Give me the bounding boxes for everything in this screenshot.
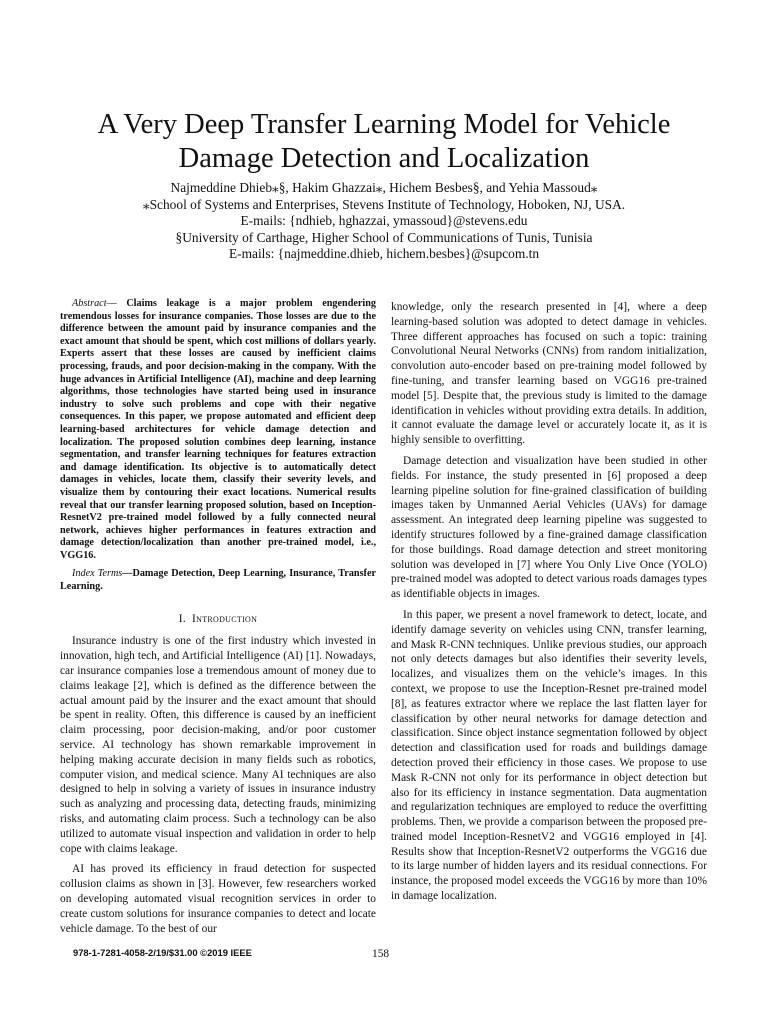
right-column (391, 300, 707, 904)
abstract-label: Abstract (72, 298, 107, 309)
page-number: 158 (372, 948, 390, 960)
section-title: Introduction (192, 612, 258, 625)
index-terms-text: —Damage Detection, Deep Learning, Insurance, Transfer Learning. (60, 568, 376, 593)
emails-stevens: E-mails: {ndhieb, hghazzai, ymassoud}@stevens.edu (240, 213, 528, 228)
abstract-text: Claims leakage is a major problem engendering tremendous losses for insurance companies. Those losses are due to the difference between the amount paid by insurance companies and the exact amount that should be spent, which cost millions of dollars yearly. Experts assert that these losses are caused by inefficient claims processing, frauds, and poor decision-making in the company. With the huge advances in Artificial Intelligence (AI), machine and deep learning algorithms, those technologies have started being used in insurance industry to solve such problems and cope with their negative consequences. In this paper, we propose automated and efficient deep learning-based architectures for vehicle damage detection and localization. The proposed solution combines deep learning, instance segmentation, and transfer learning techniques for features extraction and damage identification. Its objective is to automatically detect damages in vehicles, locate them, classify their severity levels, and visualize them by contouring their exact locations. Numerical results reveal that our transfer learning proposed solution, based on Inception-ResnetV2 pre-trained model followed by a fully connected neural network, achieves higher performances in features extraction and damage detection/localization than another pre-trained model, i.e., VGG16. (60, 298, 377, 561)
title-line-1: A Very Deep Transfer Learning Model for Vehicle (97, 109, 671, 140)
intro-paragraph: AI has proved its efficiency in fraud detection for suspected collusion claims as shown in [3]. However, few researchers worked on developing automated visual recognition services in order to create custom solutions for insurance companies to detect and locate vehicle damage. To the best of our (60, 863, 376, 935)
abstract (60, 298, 376, 562)
abstract-dash: — (106, 298, 117, 309)
section-number: I. (178, 612, 187, 625)
body-paragraph: knowledge, only the research presented in [4], where a deep learning-based solution was adopted to detect damage in vehicles. Three different approaches has focused on such a topic: training Convolutional Neural Networks (CNNs) from random initialization, convolution auto-encoder based on pre-training model followed by fine-tuning, and transfer learning based on VGG16 pre-trained model [5]. Despite that, the previous study is limited to the damage identification in vehicles without providing extra details. In addition, it cannot evaluate the damage level or accurately locate it, as it is highly sensible to overfitting. (391, 301, 707, 447)
emails-supcom: E-mails: {najmeddine.dhieb, hichem.besbes}@supcom.tn (228, 246, 540, 261)
paper-title (40, 108, 728, 176)
index-terms (60, 568, 376, 593)
affiliation-stevens: ⁎School of Systems and Enterprises, Stevens Institute of Technology, Hoboken, NJ, USA. (142, 196, 626, 212)
body-paragraph: Damage detection and visualization have been studied in other fields. For instance, the study presented in [6] proposed a deep learning pipeline solution for fine-grained classification of building images taken by Unmanned Aerial Vehicles (UAVs) for damage assessment. An integrated deep learning pipeline was suggested to identify structures followed by a fine-grained damage classification for those buildings. Road damage detection and street monitoring solution was developed in [7] where You Only Live Once (YOLO) pre-trained model was adopted to detect various roads damages types as identifiable objects in images. (391, 454, 707, 601)
index-terms-label: Index Terms (72, 568, 123, 580)
intro-paragraph: Insurance industry is one of the first industry which invested in innovation, high tech, and Artificial Intelligence (AI) [1]. Nowadays, car insurance companies lose a tremendous amount of money due to claims leakage [2], which is defined as the difference between the actual amount paid by the insurer and the exact amount that should be spent in reality. Often, this difference is caused by an inefficient claim processing, poor decision-making, and/or poor customer service. AI technology has shown remarkable improvement in helping making accurate decision in many fields such as robotics, computer vision, and medical science. Many AI techniques are also designed to help in solving a variety of issues in insurance industry such as analyzing and processing data, detecting frauds, minimizing risks, and automating claim process. Such a technology can be also utilized to automate visual inspection and validation in order to help cope with claims leakage. (60, 635, 376, 855)
title-line-2: Damage Detection and Localization (178, 143, 590, 174)
body-paragraph: In this paper, we present a novel framework to detect, locate, and identify damage severity on vehicles using CNN, transfer learning, and Mask R-CNN techniques. Unlike previous studies, our approach not only detects damages but also identifies their severity levels, localizes, and visualizes them on the vehicle’s images. In this context, we propose to use the Inception-Resnet pre-trained model [8], as features extractor where we replace the last flatten layer for classification by other neural networks for damage detection and classification. Since object instance segmentation followed by object detection and classification used for roads and buildings damage detection proved their efficiency in those cases. We propose to use Mask R-CNN not only for its performance in object detection but also for its efficiency in instance segmentation. Data augmentation and regularization techniques are employed to reduce the overfitting problems. Then, we provide a comparison between the proposed pre-trained model Inception-ResnetV2 and VGG16 employed in [4]. Results show that Inception-ResnetV2 outperforms the VGG16 due to its large number of hidden layers and its residual connections. For instance, the proposed model exceeds the VGG16 by more than 10% in damage localization. (391, 608, 707, 903)
author-names: Najmeddine Dhieb⁎§, Hakim Ghazzai⁎, Hichem Besbes§, and Yehia Massoud⁎ (170, 180, 598, 195)
left-column (60, 298, 376, 936)
footer-isbn: 978-1-7281-4058-2/19/$31.00 ©2019 IEEE (73, 947, 252, 958)
author-block (60, 180, 708, 263)
affiliation-carthage: §University of Carthage, Higher School of Communications of Tunis, Tunisia (175, 229, 593, 245)
section-heading-introduction (60, 612, 376, 627)
